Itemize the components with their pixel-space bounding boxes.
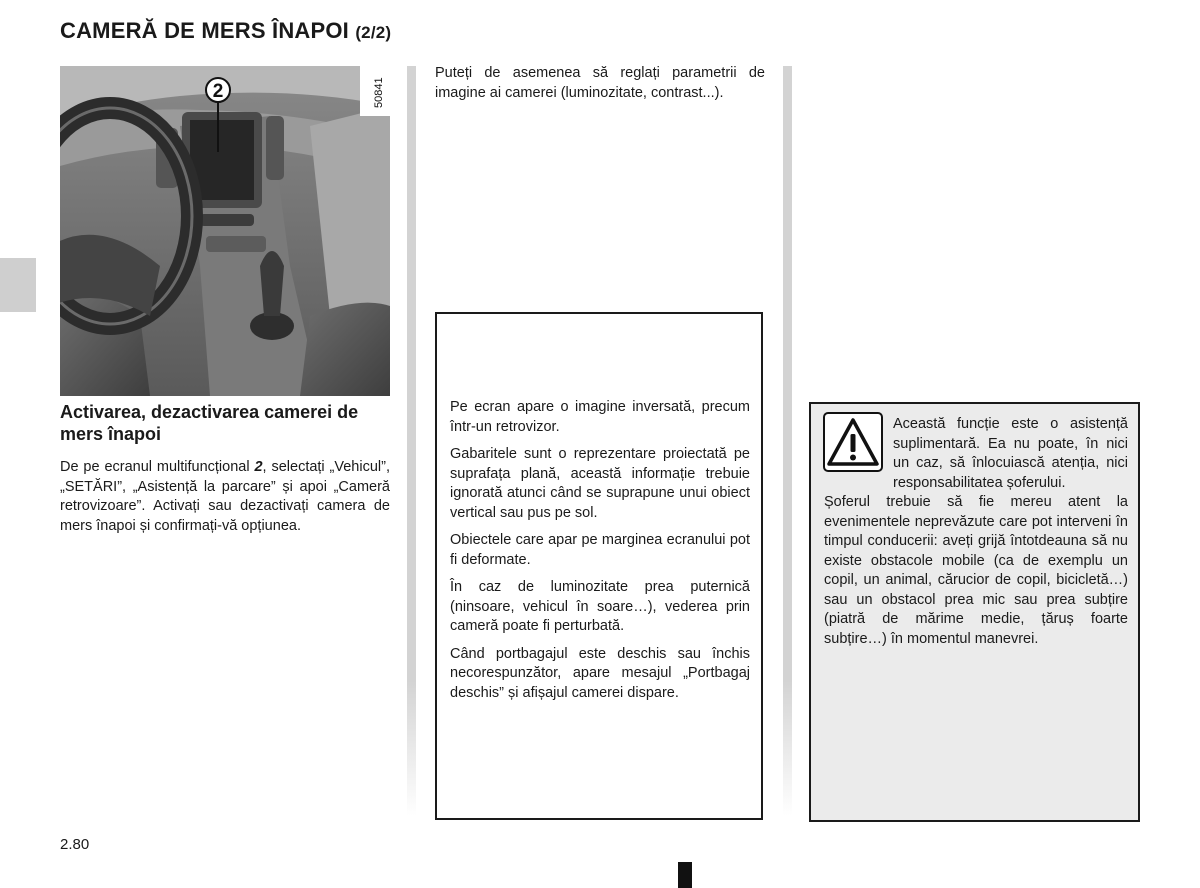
page-number: 2.80 bbox=[60, 836, 90, 853]
image-settings-text: Puteți de asemenea să reglați parametrii de imagine ai camerei (luminozitate, contrast...). bbox=[435, 65, 765, 101]
note-paragraph: Când portbagajul este deschis sau închis necorespunzător, apare mesajul „Portbagaj deschis” și afișajul camerei dispare. bbox=[450, 645, 750, 701]
camera-notes-box bbox=[435, 312, 763, 820]
screen-reference: 2 bbox=[254, 459, 263, 475]
dashboard-drawing bbox=[60, 66, 390, 396]
note-paragraph: În caz de luminozitate prea puternică (ninsoare, vehicul în soare…), vederea prin cameră poate fi perturbată. bbox=[450, 579, 750, 634]
instructions-part-2: , selectați „Vehicul”, „SETĂRI”, „Asistență la parcare” și apoi „Cameră retrovizoare”. Activați sau dezactivați camera de mers înapoi și confirmați-vă opțiunea. bbox=[60, 459, 390, 534]
note-paragraph: Obiectele care apar pe marginea ecranului pot fi deformate. bbox=[450, 532, 750, 568]
chapter-tab bbox=[0, 258, 36, 312]
page-edge-marker bbox=[678, 862, 692, 888]
note-paragraph: Gabaritele sunt o reprezentare proiectată pe suprafața plană, această informație trebuie ignorată atunci când se suprapune unui obiect vertical sau pus pe sol. bbox=[450, 446, 750, 521]
activation-instructions bbox=[60, 458, 390, 536]
column-divider-right bbox=[783, 66, 792, 816]
warning-heading-text: Această funcție este o asistență suplimentară. Ea nu poate, în nici un caz, să înlocuiască atenția, nici responsabilitatea șoferului. bbox=[893, 416, 1128, 491]
warning-box bbox=[809, 402, 1140, 822]
page-title-text: CAMERĂ DE MERS ÎNAPOI bbox=[60, 18, 349, 43]
note-paragraph: Pe ecran apare o imagine inversată, precum într-un retrovizor. bbox=[450, 399, 750, 435]
dashboard-illustration bbox=[60, 66, 390, 396]
section-heading: Activarea, dezactivarea camerei de mers înapoi bbox=[60, 402, 359, 444]
camera-notes bbox=[450, 398, 750, 711]
warning-body-text: Șoferul trebuie să fie mereu atent la evenimentele neprevăzute care pot interveni în timpul conducerii: aveți grijă întotdeauna să nu existe obstacole mobile (ca de exemplu un copil, un animal, cărucior de copil, bicicletă…) sau un obstacol prea mic sau prea subțire (piatră de mărime medie, țăruș foarte subțire…) în momentul manevrei. bbox=[824, 494, 1128, 647]
page-title bbox=[60, 18, 391, 44]
warning-triangle-icon bbox=[823, 412, 883, 472]
figure-code: 50841 bbox=[373, 77, 385, 108]
callout-number: 2 bbox=[212, 81, 224, 102]
instructions-part-1: De pe ecranul multifuncțional bbox=[60, 459, 255, 475]
column-divider-left bbox=[407, 66, 416, 816]
page-title-suffix: (2/2) bbox=[355, 23, 392, 42]
